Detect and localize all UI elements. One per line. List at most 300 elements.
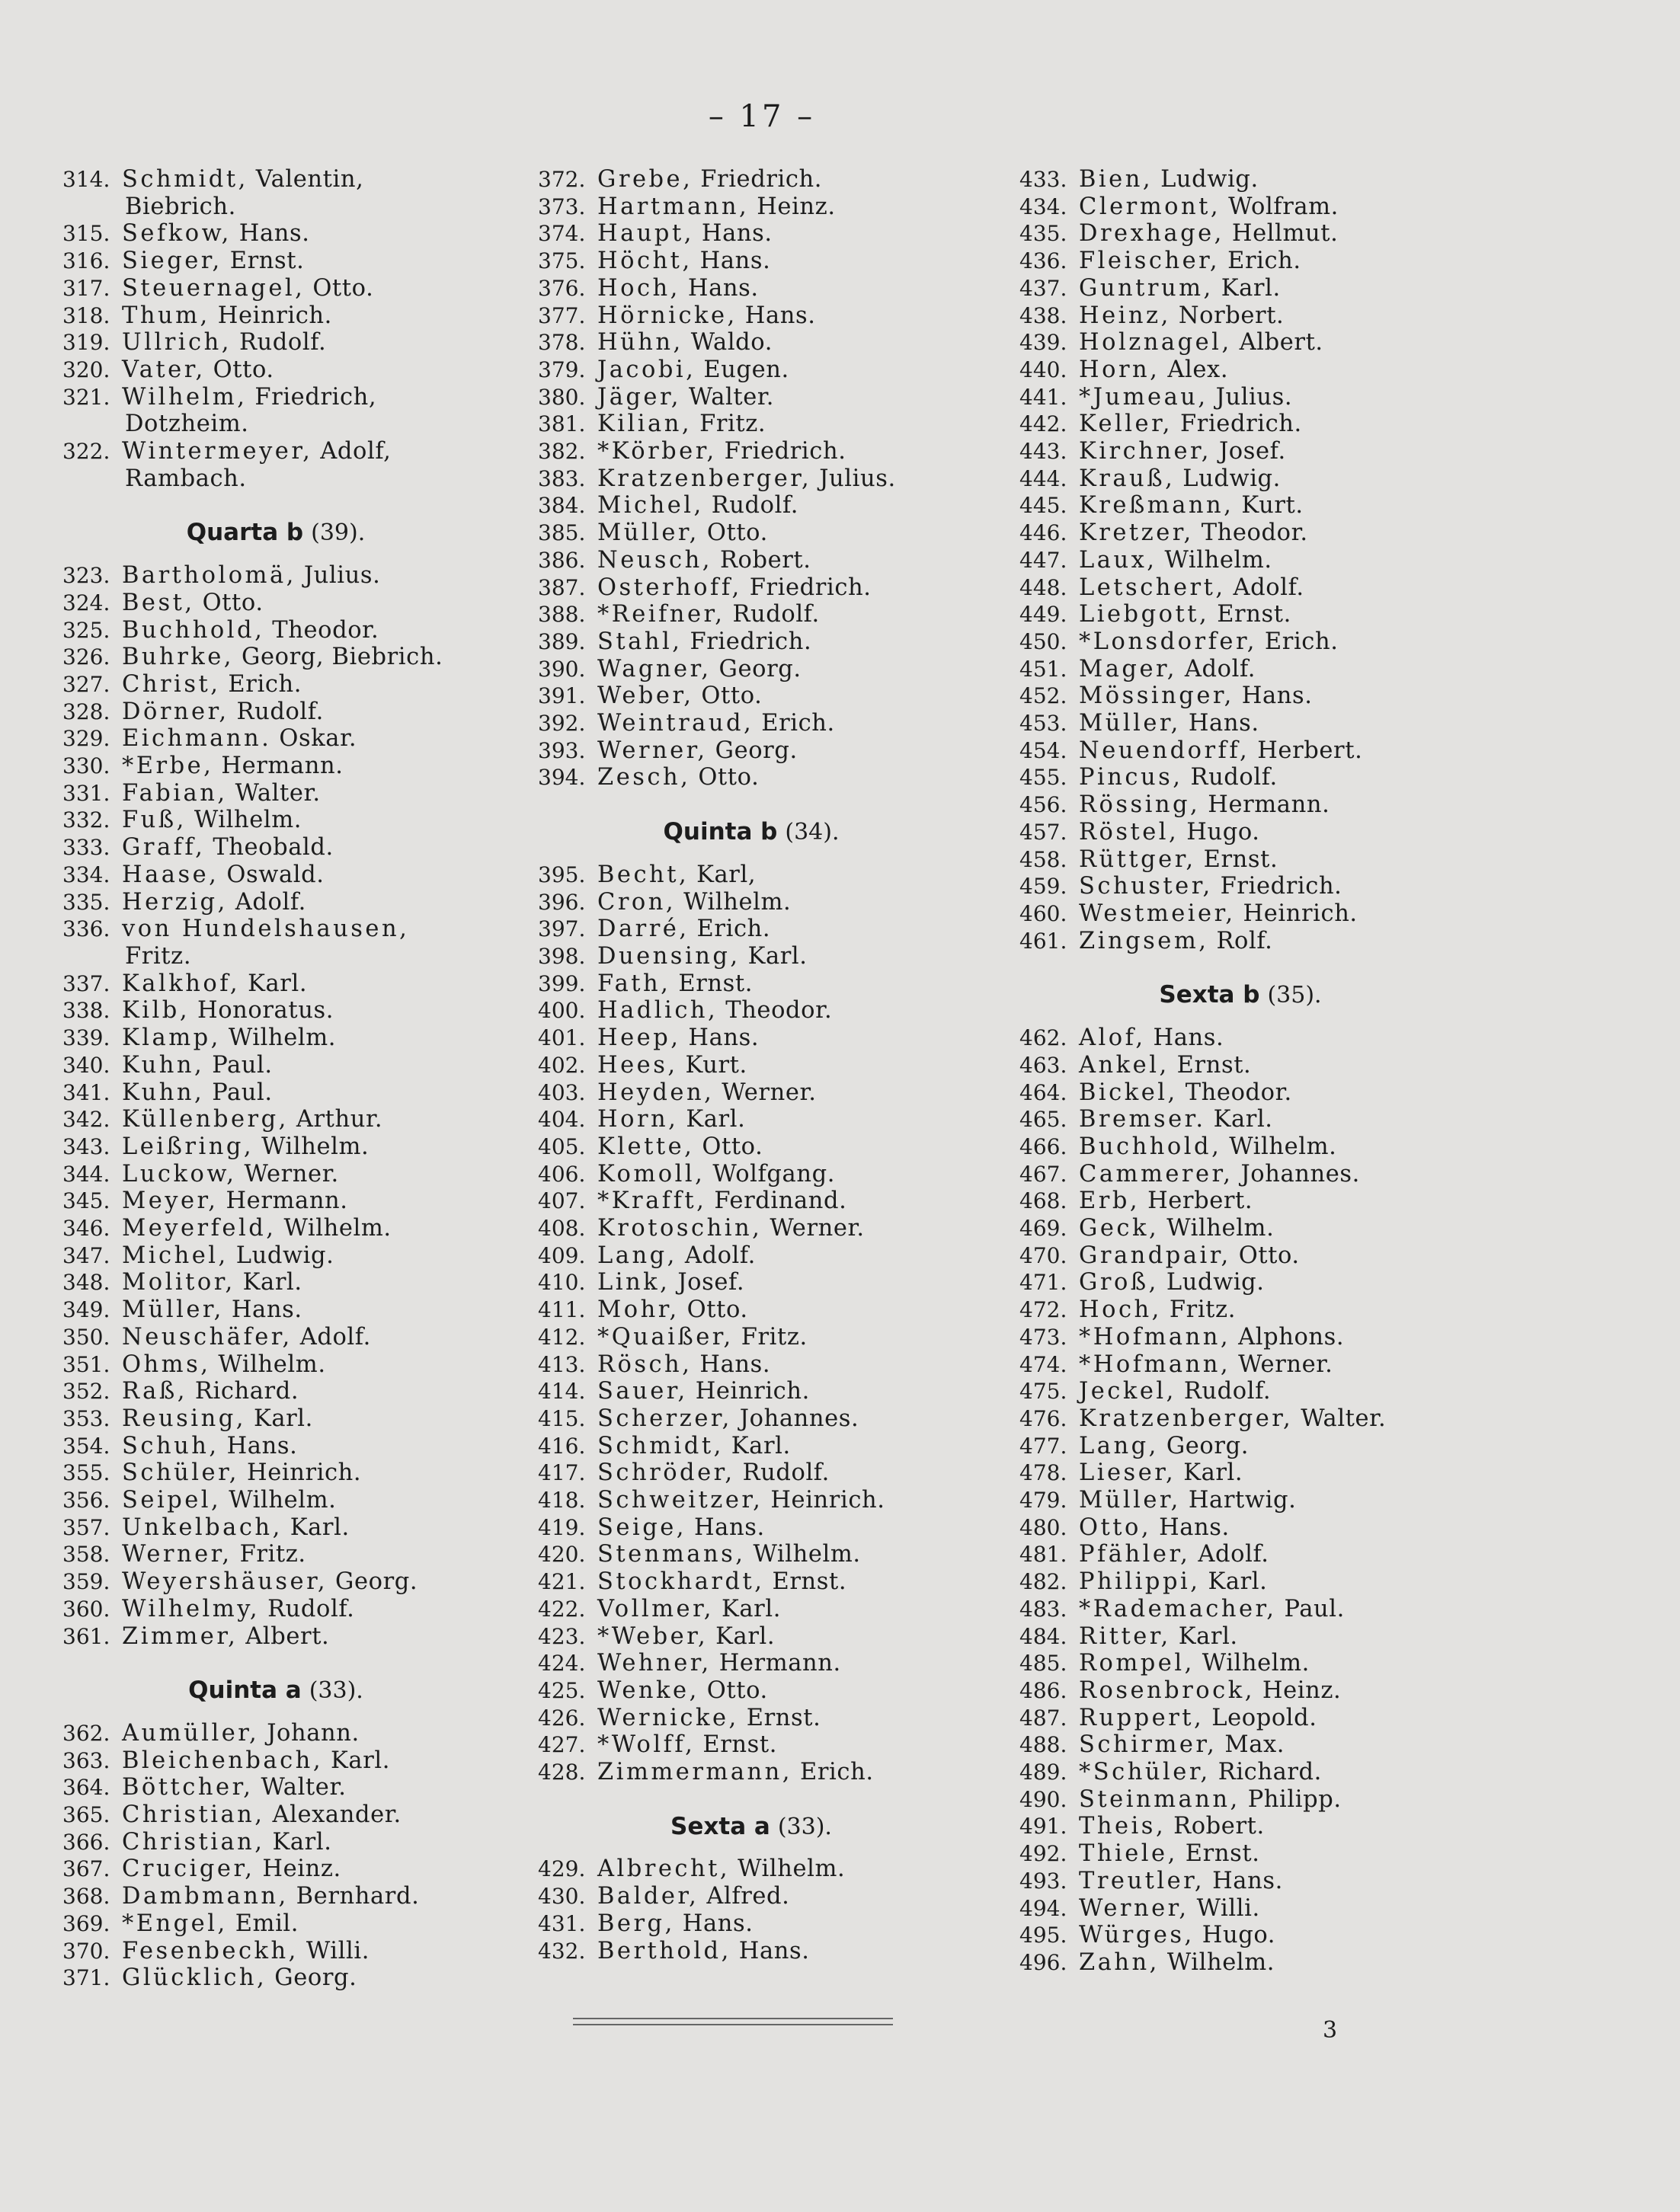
- entry-given-name: Hans.: [699, 248, 771, 275]
- entry-surname: Drexhage,: [1079, 220, 1224, 248]
- student-entry: [1019, 1568, 1461, 1596]
- entry-given-name: Otto.: [706, 519, 768, 547]
- entry-surname: Guntrum,: [1079, 274, 1214, 302]
- student-entry: [1019, 1296, 1461, 1324]
- entry-given-name: Kurt.: [685, 1051, 747, 1079]
- end-rule: [573, 2018, 893, 2025]
- entry-number: 398.: [538, 943, 586, 969]
- entry-surname: Graff,: [122, 834, 206, 861]
- student-entry: [538, 547, 965, 574]
- student-entry: [62, 1324, 489, 1351]
- entry-given-name: Heinrich.: [247, 1459, 362, 1487]
- entry-surname: Fath,: [597, 970, 671, 997]
- entry-given-name: Hermann.: [718, 1650, 841, 1677]
- entry-number: 410.: [538, 1270, 586, 1296]
- entry-number: 377.: [538, 302, 586, 328]
- student-entry: [538, 519, 965, 547]
- student-entry: [1019, 846, 1461, 874]
- student-entry: [62, 807, 489, 834]
- entry-given-name: Karl.: [1178, 1622, 1238, 1650]
- student-entry: [538, 1296, 965, 1324]
- entry-number: 421.: [538, 1569, 586, 1595]
- entry-surname: Jacobi,: [597, 356, 696, 383]
- student-entry: [1019, 492, 1461, 519]
- entry-surname: Lang,: [1079, 1432, 1159, 1459]
- entry-surname: Glücklich,: [122, 1964, 267, 1992]
- entry-given-name: Johannes.: [739, 1405, 859, 1432]
- entry-surname: Duensing,: [597, 942, 741, 970]
- entry-surname: Cruciger,: [122, 1856, 255, 1883]
- entry-number: 387.: [538, 574, 586, 600]
- entry-surname: Schüler,: [122, 1459, 239, 1487]
- entry-surname: Vater,: [122, 356, 206, 383]
- student-entry: [62, 1161, 489, 1188]
- student-entry: [538, 411, 965, 438]
- entry-given-name: Rudolf.: [238, 329, 327, 356]
- entry-given-name: Max.: [1224, 1731, 1285, 1759]
- entry-surname: Wilhelm,: [122, 383, 248, 411]
- entry-surname: Berg,: [597, 1910, 675, 1937]
- entry-given-name: Erich.: [761, 710, 835, 737]
- student-entry: [1019, 1650, 1461, 1677]
- student-entry: [62, 780, 489, 807]
- student-entry: [1019, 1133, 1461, 1161]
- entry-given-name: Richard.: [1218, 1759, 1322, 1786]
- student-entry: [1019, 519, 1461, 547]
- entry-number: 426.: [538, 1705, 586, 1731]
- student-entry: [62, 329, 489, 356]
- entry-given-name: Julius.: [1215, 383, 1293, 411]
- entry-given-name: Wilhelm.: [194, 807, 302, 834]
- entry-given-name: Georg.: [274, 1964, 357, 1992]
- entry-number: 319.: [62, 330, 110, 356]
- entry-surname: Stenmans,: [597, 1541, 746, 1568]
- entry-surname: Werner,: [597, 737, 708, 764]
- section-heading-name: Quinta a: [188, 1677, 302, 1705]
- student-entry: [1019, 737, 1461, 765]
- entry-given-name: Hans.: [688, 1024, 760, 1052]
- student-entry: [1019, 1161, 1461, 1188]
- entry-number: 317.: [62, 275, 110, 301]
- student-entry: [1019, 1487, 1461, 1514]
- student-entry: [538, 1650, 965, 1677]
- entry-given-name: Hans.: [238, 220, 310, 248]
- student-entry: [1019, 574, 1461, 602]
- entry-surname: Link,: [597, 1269, 670, 1296]
- entry-number: 362.: [62, 1720, 110, 1746]
- entry-given-name: Hermann.: [221, 753, 344, 780]
- entry-surname: Ritter,: [1079, 1622, 1171, 1650]
- entry-surname: Schirmer,: [1079, 1731, 1218, 1759]
- entry-surname: Scherzer,: [597, 1405, 732, 1432]
- student-entry: [1019, 900, 1461, 928]
- entry-given-name: Ludwig.: [1182, 465, 1281, 492]
- entry-given-name: Friedrich,: [254, 383, 377, 411]
- entry-surname: Fleischer,: [1079, 248, 1221, 275]
- entry-surname: Erb,: [1079, 1188, 1141, 1215]
- entry-number: 420.: [538, 1542, 586, 1568]
- student-entry: [538, 465, 965, 493]
- student-entry: [538, 1324, 965, 1351]
- entry-surname: Buchhold,: [1079, 1133, 1222, 1160]
- entry-given-name: Wolfgang.: [712, 1160, 835, 1188]
- entry-given-name: Friedrich.: [700, 166, 823, 193]
- entry-given-name: Valentin,: [255, 166, 364, 193]
- entry-number: 440.: [1019, 356, 1067, 382]
- student-entry: [62, 644, 489, 671]
- entry-surname: *Lonsdorfer,: [1079, 628, 1257, 655]
- entry-surname: Hörnicke,: [597, 302, 738, 329]
- student-entry: [538, 220, 965, 248]
- entry-number: 406.: [538, 1161, 586, 1187]
- section-heading: [538, 1814, 965, 1841]
- entry-surname: Christian,: [122, 1828, 265, 1856]
- entry-number: 367.: [62, 1856, 110, 1882]
- entry-given-name: Rolf.: [1216, 927, 1273, 954]
- entry-number: 363.: [62, 1747, 110, 1773]
- entry-number: 431.: [538, 1910, 586, 1936]
- student-entry: [62, 1541, 489, 1568]
- student-entry: [1019, 438, 1461, 465]
- student-entry: [1019, 1813, 1461, 1840]
- entry-surname: Zesch,: [597, 764, 691, 791]
- entry-surname: Bremser.: [1079, 1106, 1206, 1133]
- student-entry: [62, 1024, 489, 1052]
- entry-number: 449.: [1019, 602, 1067, 628]
- entry-given-name: Wolfram.: [1228, 193, 1339, 220]
- entry-surname: Ullrich,: [122, 329, 232, 356]
- section-heading-name: Quinta b: [663, 818, 778, 846]
- entry-number: 325.: [62, 617, 110, 643]
- entry-surname: Heep,: [597, 1024, 681, 1052]
- student-entry: [1019, 1188, 1461, 1215]
- entry-given-name: Leopold.: [1211, 1704, 1317, 1731]
- entry-number: 339.: [62, 1025, 110, 1051]
- entry-given-name: Fritz.: [239, 1541, 306, 1568]
- entry-number: 336.: [62, 916, 110, 942]
- entry-number: 425.: [538, 1677, 586, 1703]
- student-entry: [1019, 384, 1461, 411]
- entry-number: 473.: [1019, 1324, 1067, 1350]
- entry-given-name: Theodor.: [1185, 1079, 1292, 1106]
- entry-surname: Luckow,: [122, 1160, 237, 1188]
- entry-continuation: Dotzheim.: [125, 411, 249, 438]
- entry-surname: Würges,: [1079, 1922, 1195, 1949]
- entry-surname: Groß,: [1079, 1269, 1159, 1296]
- entry-number: 369.: [62, 1910, 110, 1936]
- student-entry: [62, 248, 489, 275]
- entry-number: 347.: [62, 1242, 110, 1268]
- entry-number: 388.: [538, 602, 586, 628]
- student-entry: [538, 1731, 965, 1759]
- entry-surname: *Rademacher,: [1079, 1595, 1277, 1622]
- entry-number: 477.: [1019, 1433, 1067, 1459]
- entry-number: 408.: [538, 1216, 586, 1242]
- entry-surname: Christ,: [122, 670, 221, 698]
- entry-number: 322.: [62, 439, 110, 465]
- entry-number: 466.: [1019, 1133, 1067, 1159]
- entry-number: 432.: [538, 1938, 586, 1964]
- student-entry: [538, 1188, 965, 1215]
- entry-surname: Schmidt,: [122, 166, 248, 193]
- student-entry: [538, 1568, 965, 1596]
- student-entry: [538, 737, 965, 765]
- entry-given-name: Karl.: [1221, 274, 1281, 302]
- student-entry: [62, 1106, 489, 1133]
- entry-given-name: Norbert.: [1178, 302, 1285, 329]
- student-entry: [538, 302, 965, 330]
- entry-surname: Pfähler,: [1079, 1541, 1191, 1568]
- student-entry: [1019, 1949, 1461, 1977]
- entry-number: 350.: [62, 1324, 110, 1350]
- student-entry: [1019, 628, 1461, 656]
- entry-number: 323.: [62, 563, 110, 589]
- entry-given-name: Rudolf.: [742, 1459, 830, 1487]
- entry-given-name: Georg.: [1166, 1432, 1249, 1459]
- student-entry: [62, 1938, 489, 1965]
- student-entry: [62, 970, 489, 998]
- student-entry: [62, 1133, 489, 1161]
- entry-given-name: Hermann.: [1208, 791, 1330, 819]
- entry-surname: Schröder,: [597, 1459, 735, 1487]
- entry-number: 445.: [1019, 493, 1067, 519]
- entry-given-name: Friedrich.: [1180, 411, 1302, 438]
- entry-surname: Molitor,: [122, 1269, 235, 1296]
- student-entry: [1019, 710, 1461, 737]
- entry-surname: Weyershäuser,: [122, 1568, 328, 1596]
- entry-surname: *Engel,: [122, 1910, 228, 1937]
- entry-surname: Steinmann,: [1079, 1785, 1240, 1813]
- entry-surname: *Hofmann,: [1079, 1351, 1231, 1378]
- section-heading-name: Sexta a: [670, 1812, 770, 1840]
- entry-number: 496.: [1019, 1950, 1067, 1975]
- entry-surname: Buhrke,: [122, 644, 235, 671]
- entry-number: 381.: [538, 411, 586, 437]
- entry-given-name: Kurt.: [1241, 492, 1304, 519]
- student-entry: [538, 1623, 965, 1651]
- student-entry: [538, 1541, 965, 1568]
- student-entry: [1019, 1433, 1461, 1460]
- entry-given-name: Adolf.: [1198, 1541, 1269, 1568]
- student-entry: [62, 1378, 489, 1405]
- entry-number: 491.: [1019, 1814, 1067, 1840]
- entry-number: 450.: [1019, 628, 1067, 654]
- entry-given-name: Karl.: [731, 1432, 791, 1459]
- entry-number: 490.: [1019, 1786, 1067, 1812]
- entry-number: 360.: [62, 1596, 110, 1622]
- student-entry: [62, 1883, 489, 1910]
- student-entry: [538, 1910, 965, 1938]
- entry-surname: Meyerfeld,: [122, 1215, 277, 1242]
- entry-given-name: Wilhelm.: [1229, 1133, 1337, 1160]
- entry-given-name: Heinz.: [262, 1856, 341, 1883]
- section-heading: [62, 1677, 489, 1705]
- student-entry: [538, 1106, 965, 1133]
- entry-given-name: Herbert.: [1147, 1188, 1253, 1215]
- entry-number: 435.: [1019, 221, 1067, 247]
- entry-given-name: Albert.: [1239, 329, 1323, 356]
- entry-number: 365.: [62, 1802, 110, 1828]
- student-entry: [538, 1052, 965, 1079]
- entry-number: 394.: [538, 765, 586, 791]
- entry-surname: *Quaißer,: [597, 1323, 734, 1351]
- entry-given-name: Karl.: [248, 970, 308, 997]
- entry-given-name: Ferdinand.: [714, 1188, 847, 1215]
- student-entry: [1019, 1895, 1461, 1923]
- entry-number: 356.: [62, 1488, 110, 1514]
- student-entry: [538, 1883, 965, 1910]
- entry-surname: Hoch,: [597, 274, 680, 302]
- student-entry: [62, 916, 489, 943]
- entry-given-name: Heinz.: [757, 193, 836, 220]
- entry-number: 460.: [1019, 900, 1067, 926]
- entry-surname: Schweitzer,: [597, 1487, 763, 1514]
- student-entry: [1019, 1405, 1461, 1433]
- student-entry: [62, 1242, 489, 1270]
- entry-surname: Mohr,: [597, 1296, 680, 1324]
- student-entry: [62, 1405, 489, 1433]
- student-entry: [62, 861, 489, 889]
- entry-given-name: Georg.: [335, 1568, 418, 1596]
- entry-given-name: Hartwig.: [1188, 1487, 1297, 1514]
- student-entry: [538, 574, 965, 602]
- page-number: – 17 –: [708, 99, 816, 134]
- student-entry: [62, 725, 489, 753]
- entry-given-name: Karl.: [253, 1405, 313, 1432]
- entry-given-name: Wilhelm.: [229, 1487, 337, 1514]
- entry-given-name: Hans.: [226, 1432, 298, 1459]
- entry-given-name: Albert.: [245, 1622, 330, 1650]
- student-entry: [62, 1079, 489, 1107]
- signature-mark: 3: [1323, 2017, 1338, 2044]
- entry-surname: Jäger,: [597, 383, 681, 411]
- student-entry: [62, 1188, 489, 1215]
- entry-given-name: Philipp.: [1247, 1785, 1342, 1813]
- student-entry: [538, 1079, 965, 1107]
- student-entry: [62, 1910, 489, 1938]
- entry-given-name: Karl.: [272, 1828, 332, 1856]
- entry-surname: Theis,: [1079, 1813, 1166, 1840]
- entry-given-name: Werner.: [244, 1160, 339, 1188]
- student-entry: [538, 384, 965, 411]
- entry-number: 332.: [62, 807, 110, 833]
- entry-surname: Wintermeyer,: [122, 438, 313, 465]
- entry-given-name: Hans.: [1212, 1867, 1283, 1894]
- entry-surname: Rosenbrock,: [1079, 1677, 1255, 1704]
- entry-number: 455.: [1019, 765, 1067, 791]
- entry-number: 382.: [538, 439, 586, 465]
- entry-surname: Meyer,: [122, 1188, 219, 1215]
- entry-given-name: Hellmut.: [1231, 220, 1339, 248]
- entry-number: 407.: [538, 1188, 586, 1214]
- entry-surname: Treutler,: [1079, 1867, 1205, 1894]
- entry-given-name: Rudolf.: [236, 698, 324, 725]
- section-heading: [1019, 982, 1461, 1009]
- entry-surname: Clermont,: [1079, 193, 1221, 220]
- student-entry: [538, 193, 965, 221]
- entry-surname: Ankel,: [1079, 1051, 1170, 1079]
- entry-number: 444.: [1019, 465, 1067, 491]
- entry-given-name: Heinrich.: [1243, 900, 1358, 927]
- student-entry: [538, 1459, 965, 1487]
- entry-given-name: Wilhelm.: [228, 1024, 337, 1052]
- entry-number: 357.: [62, 1514, 110, 1540]
- entry-number: 448.: [1019, 574, 1067, 600]
- entry-number: 344.: [62, 1161, 110, 1187]
- student-entry: [62, 1052, 489, 1079]
- student-entry: [62, 1487, 489, 1514]
- student-entry: [1019, 1106, 1461, 1133]
- student-entry: [1019, 1623, 1461, 1651]
- entry-given-name: Rudolf.: [1183, 1378, 1272, 1405]
- student-entry: [538, 943, 965, 970]
- entry-surname: Mössinger,: [1079, 682, 1234, 710]
- entry-given-name: Hans.: [1188, 710, 1259, 737]
- student-entry: [1019, 873, 1461, 900]
- entry-number: 489.: [1019, 1760, 1067, 1785]
- entry-number: 476.: [1019, 1405, 1067, 1431]
- entry-given-name: Robert.: [719, 546, 811, 574]
- entry-number: 422.: [538, 1596, 586, 1622]
- entry-given-name: Waldo.: [690, 329, 773, 356]
- entry-surname: *Weber,: [597, 1622, 709, 1650]
- entry-surname: Westmeier,: [1079, 900, 1236, 927]
- entry-surname: Dörner,: [122, 698, 229, 725]
- entry-surname: Klette,: [597, 1133, 695, 1160]
- section-heading-count: (39).: [311, 519, 366, 547]
- student-entry: [538, 601, 965, 628]
- entry-given-name: Rudolf.: [711, 492, 799, 519]
- student-entry: [1019, 764, 1461, 791]
- entry-number: 485.: [1019, 1651, 1067, 1677]
- entry-number: 441.: [1019, 384, 1067, 410]
- entry-number: 439.: [1019, 330, 1067, 356]
- entry-number: 372.: [538, 167, 586, 192]
- entry-number: 401.: [538, 1025, 586, 1051]
- entry-surname: von Hundelshausen,: [122, 916, 410, 943]
- student-entry: [538, 1759, 965, 1786]
- student-entry: [538, 710, 965, 737]
- entry-number: 342.: [62, 1107, 110, 1133]
- entry-number: 463.: [1019, 1052, 1067, 1078]
- entry-number: 353.: [62, 1405, 110, 1431]
- entry-surname: Aumüller,: [122, 1719, 260, 1747]
- entry-number: 451.: [1019, 656, 1067, 682]
- entry-surname: Albrecht,: [597, 1856, 731, 1883]
- entry-surname: Mager,: [1079, 655, 1177, 682]
- entry-given-name: Fritz.: [1169, 1296, 1237, 1324]
- entry-given-name: Alex.: [1167, 356, 1229, 383]
- student-entry: [1019, 356, 1461, 384]
- entry-given-name: Adolf,: [320, 438, 392, 465]
- entry-number: 443.: [1019, 439, 1067, 465]
- entry-number: 447.: [1019, 547, 1067, 573]
- entry-given-name: Richard.: [194, 1378, 299, 1405]
- entry-given-name: Walter.: [261, 1774, 347, 1801]
- entry-given-name: Werner.: [722, 1079, 817, 1106]
- entry-number: 459.: [1019, 874, 1067, 900]
- entry-surname: Thum,: [122, 302, 210, 329]
- entry-number: 335.: [62, 889, 110, 915]
- entry-number: 346.: [62, 1216, 110, 1242]
- entry-given-name: Karl.: [290, 1514, 350, 1541]
- entry-surname: Neusch,: [597, 546, 712, 574]
- entry-given-name: Adolf.: [1184, 655, 1256, 682]
- student-entry: [62, 1459, 489, 1487]
- entry-number: 352.: [62, 1379, 110, 1405]
- entry-surname: Werner,: [122, 1541, 232, 1568]
- entry-number: 391.: [538, 683, 586, 709]
